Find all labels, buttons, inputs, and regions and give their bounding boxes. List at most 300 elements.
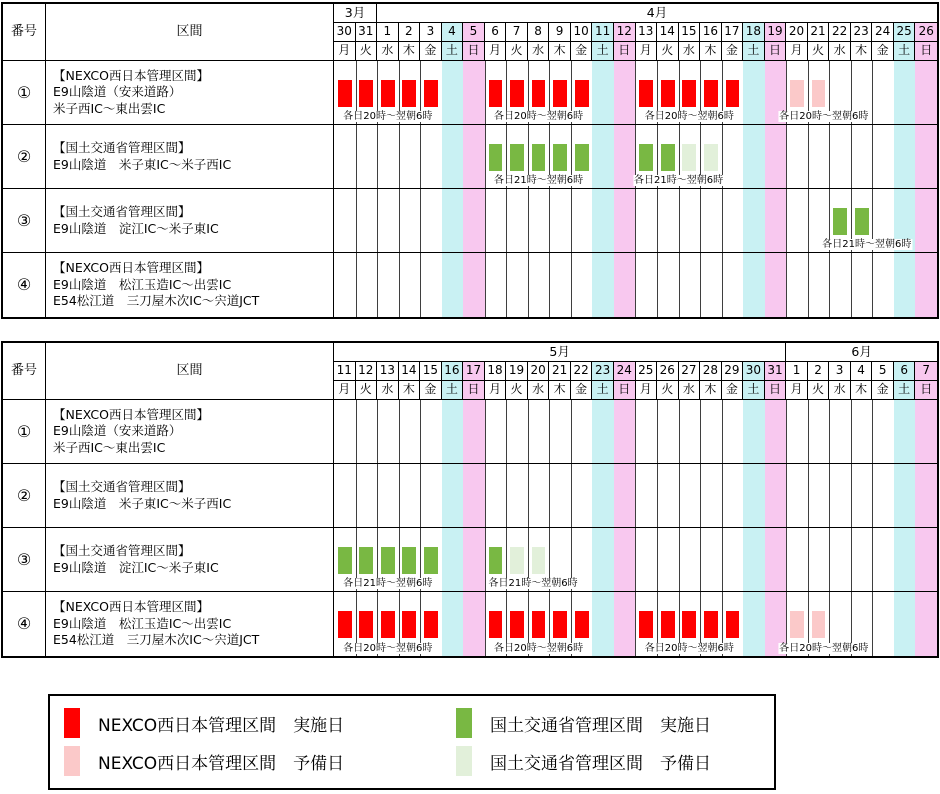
row-number: ② — [3, 125, 46, 189]
day-column — [743, 464, 766, 527]
day-column — [399, 125, 422, 188]
day-column — [743, 400, 766, 463]
time-label: 各日21時～翌朝6時 — [494, 175, 584, 186]
date-header: 14 — [657, 23, 679, 42]
gantt-bar — [812, 80, 826, 107]
gantt-bar — [726, 611, 740, 638]
day-column — [743, 189, 766, 252]
day-column — [808, 400, 831, 463]
gantt-bar — [424, 547, 438, 574]
row-number: ③ — [3, 189, 46, 253]
day-column — [786, 253, 809, 317]
gantt-bar — [661, 144, 675, 171]
gantt-bar — [575, 611, 589, 638]
date-header: 24 — [614, 362, 636, 381]
section-line: 【NEXCO西日本管理区間】 — [53, 599, 209, 615]
section-cell — [46, 528, 334, 592]
weekday-header: 月 — [485, 42, 507, 61]
time-label: 各日21時～翌朝6時 — [634, 175, 724, 186]
day-column — [851, 400, 874, 463]
weekday-header: 土 — [592, 42, 614, 61]
gantt-bar — [575, 80, 589, 107]
date-header: 3 — [420, 23, 442, 42]
day-column — [528, 189, 551, 252]
day-column — [808, 528, 831, 591]
day-column — [786, 125, 809, 188]
weekday-header: 金 — [872, 381, 894, 400]
day-column — [894, 253, 917, 317]
section-line: 【NEXCO西日本管理区間】 — [53, 67, 209, 83]
day-column — [743, 61, 766, 124]
time-label: 各日21時～翌朝6時 — [488, 578, 578, 589]
weekday-header: 日 — [765, 381, 787, 400]
day-column — [592, 253, 615, 317]
day-column — [722, 528, 745, 591]
weekday-header: 日 — [915, 381, 937, 400]
gantt-bar — [661, 611, 675, 638]
day-column — [377, 189, 400, 252]
day-column — [614, 528, 637, 591]
time-label: 各日20時～翌朝6時 — [644, 643, 734, 654]
day-column — [506, 189, 529, 252]
day-column — [399, 464, 422, 527]
day-column — [463, 189, 486, 252]
day-column — [851, 528, 874, 591]
date-header: 20 — [528, 362, 550, 381]
section-line: 米子西IC～東出雲IC — [53, 439, 166, 455]
legend-swatch-icon — [456, 746, 472, 776]
date-header: 27 — [679, 362, 701, 381]
weekday-header: 火 — [356, 42, 378, 61]
legend — [48, 694, 776, 790]
weekday-header: 木 — [549, 381, 571, 400]
day-column — [872, 61, 895, 124]
day-column — [636, 528, 659, 591]
day-column — [442, 189, 465, 252]
day-column — [463, 400, 486, 463]
legend-swatch-icon — [64, 746, 80, 776]
day-column — [786, 528, 809, 591]
date-header: 13 — [636, 23, 658, 42]
date-header: 21 — [549, 362, 571, 381]
date-header: 26 — [657, 362, 679, 381]
day-column — [808, 125, 831, 188]
section-column-header: 区間 — [46, 343, 334, 400]
date-header: 4 — [851, 362, 873, 381]
section-line: E9山陰道（安来道路） — [53, 423, 182, 439]
date-header: 1 — [786, 362, 808, 381]
day-column — [399, 189, 422, 252]
day-column — [915, 125, 937, 188]
weekday-header: 金 — [872, 42, 894, 61]
number-column-header: 番号 — [3, 4, 46, 61]
day-column — [420, 253, 443, 317]
date-header: 23 — [851, 23, 873, 42]
date-header: 1 — [377, 23, 399, 42]
day-column — [657, 400, 680, 463]
day-column — [334, 189, 357, 252]
time-label: 各日20時～翌朝6時 — [494, 111, 584, 122]
day-column — [894, 592, 917, 656]
day-column — [528, 253, 551, 317]
section-line: E9山陰道（安来道路） — [53, 84, 182, 100]
legend-label: 国土交通省管理区間 予備日 — [490, 753, 711, 774]
day-column — [356, 400, 379, 463]
section-line: 【国土交通省管理区間】 — [53, 204, 191, 219]
section-cell — [46, 464, 334, 528]
schedule-table-march-april — [1, 2, 939, 319]
date-header: 31 — [356, 23, 378, 42]
weekday-header: 土 — [894, 42, 916, 61]
gantt-bar — [553, 144, 567, 171]
day-column — [377, 253, 400, 317]
chart-row — [334, 400, 937, 464]
gantt-bar — [704, 611, 718, 638]
day-column — [571, 464, 594, 527]
day-column — [356, 125, 379, 188]
day-column — [786, 464, 809, 527]
date-header: 17 — [463, 362, 485, 381]
weekday-header: 火 — [506, 42, 528, 61]
section-line: 【NEXCO西日本管理区間】 — [53, 260, 209, 276]
row-number: ④ — [3, 592, 46, 656]
day-column — [829, 528, 852, 591]
gantt-bar — [682, 611, 696, 638]
day-column — [765, 528, 788, 591]
weekday-header: 日 — [765, 42, 787, 61]
day-column — [592, 592, 615, 656]
day-column — [851, 253, 874, 317]
weekday-header: 日 — [463, 42, 485, 61]
weekday-header: 水 — [829, 42, 851, 61]
gantt-bar — [532, 144, 546, 171]
day-column — [722, 189, 745, 252]
day-column — [571, 253, 594, 317]
day-column — [571, 400, 594, 463]
roadwork-schedule-page — [0, 2, 940, 794]
weekday-header: 金 — [571, 381, 593, 400]
day-column — [722, 400, 745, 463]
date-header: 10 — [571, 23, 593, 42]
day-column — [786, 189, 809, 252]
date-header: 22 — [571, 362, 593, 381]
legend-item — [64, 708, 456, 738]
weekday-header: 金 — [420, 381, 442, 400]
date-header: 14 — [399, 362, 421, 381]
date-header: 28 — [700, 362, 722, 381]
date-header: 18 — [743, 23, 765, 42]
chart-row — [334, 125, 937, 189]
date-header: 16 — [700, 23, 722, 42]
day-column — [420, 400, 443, 463]
day-column — [571, 189, 594, 252]
gantt-bar — [381, 80, 395, 107]
day-column — [377, 400, 400, 463]
date-header: 23 — [592, 362, 614, 381]
day-column — [614, 253, 637, 317]
date-header: 18 — [485, 362, 507, 381]
day-column — [872, 464, 895, 527]
day-column — [915, 189, 937, 252]
chart-row — [334, 464, 937, 528]
weekday-header: 金 — [722, 381, 744, 400]
gantt-bar — [359, 80, 373, 107]
gantt-bar — [424, 611, 438, 638]
day-column — [743, 528, 766, 591]
date-header: 7 — [506, 23, 528, 42]
day-column — [592, 464, 615, 527]
day-column — [463, 61, 486, 124]
weekday-header: 月 — [786, 42, 808, 61]
date-header: 12 — [356, 362, 378, 381]
weekday-header: 月 — [334, 42, 356, 61]
gantt-bar — [833, 208, 847, 235]
time-label: 各日20時～翌朝6時 — [494, 643, 584, 654]
time-label: 各日20時～翌朝6時 — [644, 111, 734, 122]
day-column — [829, 464, 852, 527]
day-column — [485, 253, 508, 317]
weekday-header: 木 — [700, 42, 722, 61]
date-header: 7 — [915, 362, 937, 381]
weekday-header: 木 — [851, 42, 873, 61]
day-column — [872, 400, 895, 463]
section-line: E9山陰道 淀江IC～米子東IC — [53, 559, 219, 575]
section-line: E9山陰道 米子東IC～米子西IC — [53, 495, 232, 511]
day-column — [915, 528, 937, 591]
day-column — [614, 592, 637, 656]
day-column — [442, 528, 465, 591]
gantt-bar — [510, 144, 524, 171]
gantt-bar — [532, 547, 546, 574]
day-column — [485, 464, 508, 527]
day-column — [894, 61, 917, 124]
gantt-bar — [661, 80, 675, 107]
gantt-bar — [489, 80, 503, 107]
day-column — [700, 400, 723, 463]
section-cell — [46, 189, 334, 253]
day-column — [679, 464, 702, 527]
date-header: 25 — [636, 362, 658, 381]
weekday-header: 水 — [528, 42, 550, 61]
section-cell — [46, 61, 334, 125]
day-column — [442, 592, 465, 656]
date-header: 16 — [442, 362, 464, 381]
section-cell — [46, 400, 334, 464]
gantt-bar — [424, 80, 438, 107]
day-column — [528, 464, 551, 527]
day-column — [679, 253, 702, 317]
section-line: E9山陰道 淀江IC～米子東IC — [53, 220, 219, 236]
day-column — [679, 189, 702, 252]
section-cell — [46, 253, 334, 317]
legend-label: 国土交通省管理区間 実施日 — [490, 715, 711, 736]
date-header: 4 — [442, 23, 464, 42]
gantt-bar — [639, 80, 653, 107]
day-column — [506, 253, 529, 317]
weekday-header: 木 — [851, 381, 873, 400]
gantt-bar — [812, 611, 826, 638]
day-column — [356, 189, 379, 252]
gantt-bar — [338, 611, 352, 638]
day-column — [657, 528, 680, 591]
legend-item — [64, 746, 456, 776]
day-column — [636, 400, 659, 463]
month-header: 3月 — [334, 4, 377, 23]
gantt-bar — [489, 144, 503, 171]
day-column — [636, 253, 659, 317]
legend-item — [456, 708, 774, 738]
day-column — [549, 464, 572, 527]
gantt-bar — [790, 80, 804, 107]
weekday-header: 水 — [377, 381, 399, 400]
day-column — [592, 400, 615, 463]
weekday-header: 金 — [722, 42, 744, 61]
day-column — [485, 189, 508, 252]
gantt-bar — [682, 144, 696, 171]
day-column — [334, 400, 357, 463]
date-header: 3 — [829, 362, 851, 381]
date-header: 19 — [765, 23, 787, 42]
gantt-bar — [639, 611, 653, 638]
day-column — [851, 125, 874, 188]
day-column — [872, 253, 895, 317]
gantt-bar — [704, 144, 718, 171]
day-column — [636, 189, 659, 252]
day-column — [872, 528, 895, 591]
gantt-bar — [575, 144, 589, 171]
section-cell — [46, 592, 334, 656]
date-header: 12 — [614, 23, 636, 42]
day-column — [356, 253, 379, 317]
section-line: 米子西IC～東出雲IC — [53, 100, 166, 116]
date-header: 13 — [377, 362, 399, 381]
date-header: 17 — [722, 23, 744, 42]
day-column — [786, 400, 809, 463]
legend-item — [456, 746, 774, 776]
day-column — [636, 464, 659, 527]
section-column-header: 区間 — [46, 4, 334, 61]
weekday-header: 木 — [399, 381, 421, 400]
time-label: 各日21時～翌朝6時 — [822, 239, 912, 250]
day-column — [829, 253, 852, 317]
weekday-header: 月 — [485, 381, 507, 400]
weekday-header: 水 — [377, 42, 399, 61]
weekday-header: 火 — [808, 381, 830, 400]
day-column — [442, 125, 465, 188]
day-column — [334, 125, 357, 188]
day-column — [442, 253, 465, 317]
day-column — [442, 61, 465, 124]
gantt-bar — [510, 547, 524, 574]
day-column — [851, 464, 874, 527]
section-line: 【国土交通省管理区間】 — [53, 140, 191, 155]
weekday-header: 日 — [614, 42, 636, 61]
date-header: 6 — [485, 23, 507, 42]
weekday-header: 土 — [743, 381, 765, 400]
weekday-header: 木 — [399, 42, 421, 61]
day-column — [808, 253, 831, 317]
date-header: 5 — [463, 23, 485, 42]
day-column — [528, 400, 551, 463]
day-column — [463, 125, 486, 188]
day-column — [463, 528, 486, 591]
date-header: 11 — [334, 362, 356, 381]
day-column — [722, 125, 745, 188]
chart-row — [334, 189, 937, 253]
weekday-header: 水 — [679, 42, 701, 61]
day-column — [592, 528, 615, 591]
day-column — [334, 253, 357, 317]
weekday-header: 土 — [743, 42, 765, 61]
row-number: ③ — [3, 528, 46, 592]
date-header: 2 — [399, 23, 421, 42]
section-line: 【国土交通省管理区間】 — [53, 479, 191, 494]
date-header: 21 — [808, 23, 830, 42]
gantt-bar — [402, 80, 416, 107]
date-header: 25 — [894, 23, 916, 42]
weekday-header: 金 — [571, 42, 593, 61]
weekday-header: 日 — [915, 42, 937, 61]
day-column — [614, 464, 637, 527]
month-header: 5月 — [334, 343, 786, 362]
gantt-bar — [532, 80, 546, 107]
gantt-bar — [359, 547, 373, 574]
day-column — [657, 189, 680, 252]
date-header: 15 — [679, 23, 701, 42]
weekday-header: 水 — [829, 381, 851, 400]
gantt-bar — [704, 80, 718, 107]
day-column — [894, 528, 917, 591]
chart-row — [334, 61, 937, 125]
weekday-header: 木 — [549, 42, 571, 61]
day-column — [765, 464, 788, 527]
section-line: 【国土交通省管理区間】 — [53, 543, 191, 558]
weekday-header: 日 — [463, 381, 485, 400]
day-column — [765, 400, 788, 463]
day-column — [829, 125, 852, 188]
row-number: ① — [3, 400, 46, 464]
day-column — [420, 125, 443, 188]
day-column — [549, 400, 572, 463]
gantt-bar — [489, 547, 503, 574]
section-line: E54松江道 三刀屋木次IC～宍道JCT — [53, 293, 260, 309]
day-column — [700, 464, 723, 527]
gantt-bar — [489, 611, 503, 638]
weekday-header: 月 — [636, 381, 658, 400]
date-header: 2 — [808, 362, 830, 381]
gantt-bar — [402, 611, 416, 638]
day-column — [722, 253, 745, 317]
time-label: 各日20時～翌朝6時 — [779, 643, 869, 654]
day-column — [463, 592, 486, 656]
weekday-header: 土 — [442, 42, 464, 61]
day-column — [399, 253, 422, 317]
day-column — [743, 125, 766, 188]
gantt-bar — [726, 80, 740, 107]
day-column — [506, 464, 529, 527]
date-header: 9 — [549, 23, 571, 42]
chart-row — [334, 592, 937, 656]
day-column — [506, 400, 529, 463]
day-column — [592, 125, 615, 188]
gantt-bar — [790, 611, 804, 638]
day-column — [915, 400, 937, 463]
day-column — [872, 592, 895, 656]
chart-row — [334, 253, 937, 317]
gantt-bar — [510, 80, 524, 107]
schedule-table-may-june — [1, 341, 939, 658]
weekday-header: 土 — [592, 381, 614, 400]
